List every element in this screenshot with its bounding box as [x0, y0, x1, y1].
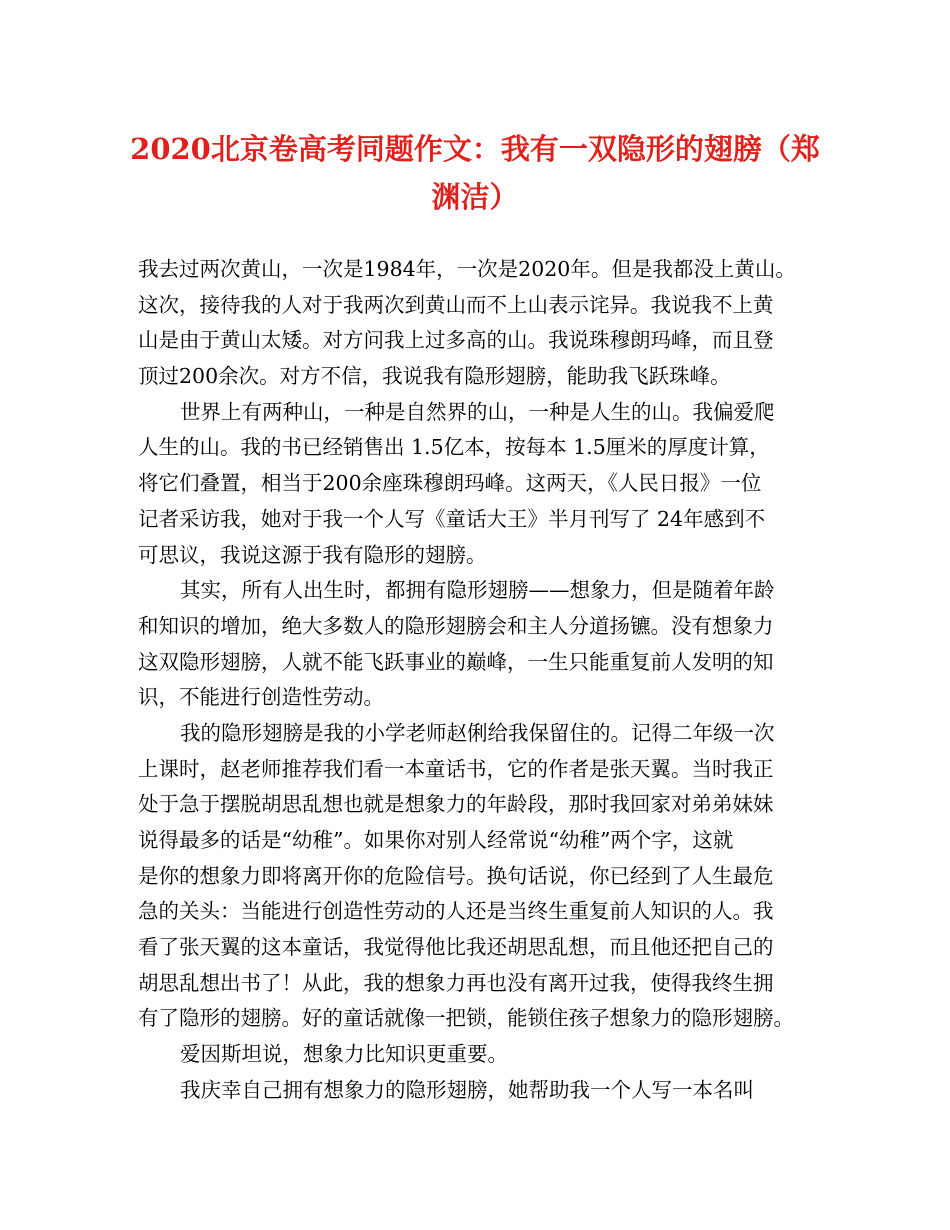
- paragraph-line: 记者采访我，她对于我一个人写《童话大王》半月刊写了 24年感到不: [138, 506, 766, 531]
- paragraph-line: 胡思乱想出书了！从此，我的想象力再也没有离开过我，使得我终生拥: [138, 970, 774, 995]
- paragraph-line: 这次，接待我的人对于我两次到黄山而不上山表示诧异。我说我不上黄: [138, 292, 774, 317]
- document-title-line-1: 2020北京卷高考同题作文：我有一双隐形的翅膀（郑: [130, 132, 820, 166]
- paragraph-line: 爱因斯坦说，想象力比知识更重要。: [180, 1042, 508, 1067]
- paragraph-line: 可思议，我说这源于我有隐形的翅膀。: [138, 542, 487, 567]
- paragraph-line: 上课时，赵老师推荐我们看一本童话书，它的作者是张天翼。当时我正: [138, 756, 774, 781]
- paragraph-line: 急的关头：当能进行创造性劳动的人还是当终生重复前人知识的人。我: [138, 899, 774, 924]
- paragraph-line: 处于急于摆脱胡思乱想也就是想象力的年龄段，那时我回家对弟弟妹妹: [138, 792, 774, 817]
- paragraph-line: 顶过200余次。对方不信，我说我有隐形翅膀，能助我飞跃珠峰。: [138, 364, 731, 389]
- paragraph-line: 是你的想象力即将离开你的危险信号。换句话说，你已经到了人生最危: [138, 863, 774, 888]
- paragraph-line: 我庆幸自己拥有想象力的隐形翅膀，她帮助我一个人写一本名叫: [180, 1077, 754, 1102]
- paragraph-line: 看了张天翼的这本童话，我觉得他比我还胡思乱想，而且他还把自己的: [138, 935, 774, 960]
- paragraph: [138, 1037, 828, 1073]
- paragraph: [138, 1073, 828, 1109]
- paragraph-line: 说得最多的话是“幼稚”。如果你对别人经常说“幼稚”两个字，这就: [138, 828, 734, 852]
- paragraph-line: 有了隐形的翅膀。好的童话就像一把锁，能锁住孩子想象力的隐形翅膀。: [138, 1006, 794, 1031]
- document-body: [138, 252, 828, 1109]
- paragraph-line: 山是由于黄山太矮。对方问我上过多高的山。我说珠穆朗玛峰，而且登: [138, 328, 774, 353]
- paragraph: [138, 573, 828, 716]
- document-title-line-2: 渊洁）: [431, 180, 519, 214]
- paragraph-line: 我的隐形翅膀是我的小学老师赵俐给我保留住的。记得二年级一次: [180, 720, 775, 745]
- paragraph-line: 这双隐形翅膀，人就不能飞跃事业的巅峰，一生只能重复前人发明的知: [138, 649, 774, 674]
- paragraph: [138, 252, 828, 395]
- paragraph-line: 世界上有两种山，一种是自然界的山，一种是人生的山。我偏爱爬: [180, 399, 775, 424]
- paragraph-line: 其实，所有人出生时，都拥有隐形翅膀——想象力，但是随着年龄: [180, 578, 775, 603]
- paragraph-line: 将它们叠置，相当于200余座珠穆朗玛峰。这两天，《人民日报》一位: [138, 471, 762, 496]
- paragraph: [138, 716, 828, 1037]
- paragraph-line: 我去过两次黄山，一次是1984年，一次是2020年。但是我都没上黄山。: [138, 257, 796, 281]
- paragraph: [138, 395, 828, 573]
- paragraph-line: 识，不能进行创造性劳动。: [138, 685, 384, 710]
- paragraph-line: 和知识的增加，绝大多数人的隐形翅膀会和主人分道扬镳。没有想象力: [138, 613, 774, 638]
- paragraph-line: 人生的山。我的书已经销售出 1.5亿本，按每本 1.5厘米的厚度计算，: [138, 435, 770, 460]
